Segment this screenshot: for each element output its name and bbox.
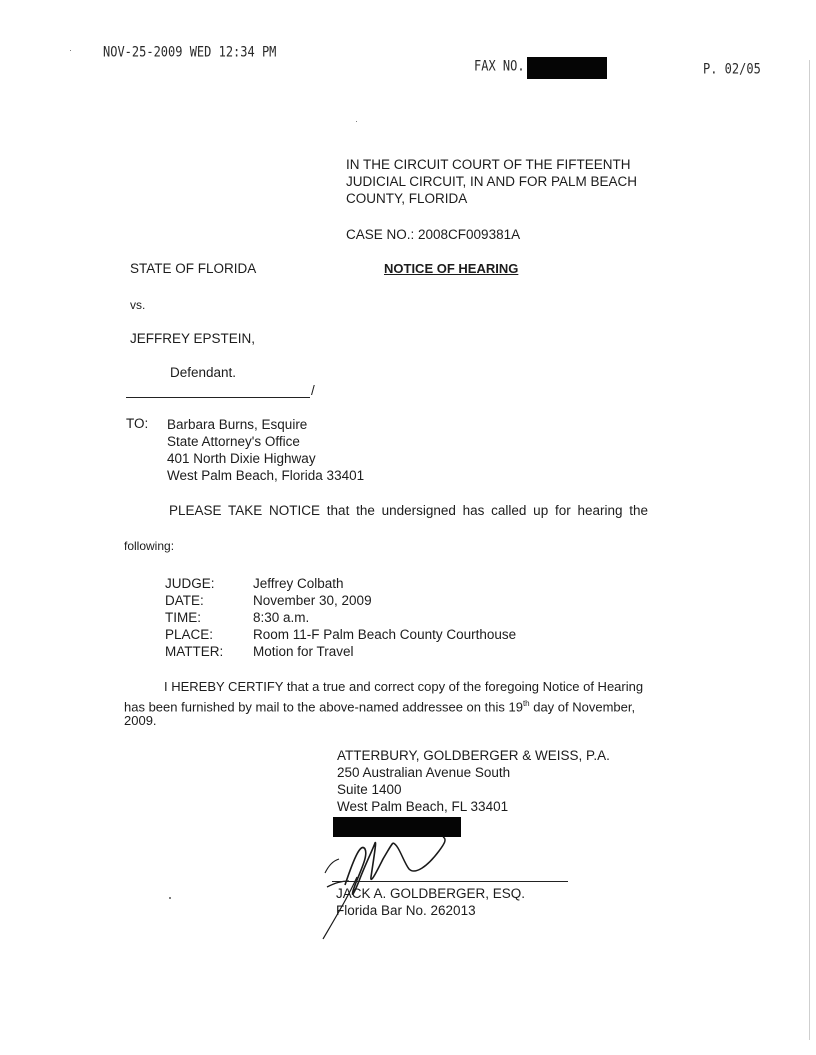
firm-address-line-1: 250 Australian Avenue South (337, 765, 511, 780)
notice-paragraph-line-2: following: (124, 539, 175, 553)
fax-number-label: FAX NO. (474, 58, 525, 75)
firm-address-line-2: Suite 1400 (337, 782, 402, 797)
time-label: TIME: (165, 610, 201, 625)
court-heading-line-2: JUDICIAL CIRCUIT, IN AND FOR PALM BEACH (346, 174, 638, 189)
addressee-line-2: State Attorney's Office (167, 434, 300, 449)
judge-value: Jeffrey Colbath (253, 576, 344, 591)
certificate-line-3: 2009. (124, 713, 157, 728)
time-value: 8:30 a.m. (253, 610, 310, 625)
certificate-line-2-start: has been furnished by mail to the above-named addressee on this 19 (124, 699, 523, 715)
firm-name: ATTERBURY, GOLDBERGER & WEISS, P.A. (337, 748, 610, 763)
plaintiff-name: STATE OF FLORIDA (130, 261, 257, 276)
place-value: Room 11-F Palm Beach County Courthouse (253, 627, 517, 642)
signature-line (332, 881, 568, 882)
certificate-day-suffix: th (522, 699, 530, 708)
court-heading-line-1: IN THE CIRCUIT COURT OF THE FIFTEENTH (346, 157, 631, 172)
scan-speck (169, 897, 171, 899)
scan-speck (70, 50, 71, 51)
fax-page-number: P. 02/05 (703, 61, 761, 78)
notice-title: NOTICE OF HEARING (384, 261, 519, 276)
addressee-line-1: Barbara Burns, Esquire (167, 417, 308, 432)
certificate-line-1: I HEREBY CERTIFY that a true and correct copy of the foregoing Notice of Hearing (164, 679, 644, 694)
notice-paragraph-line-1: PLEASE TAKE NOTICE that the undersigned has called up for hearing the (169, 503, 649, 518)
addressee-line-3: 401 North Dixie Highway (167, 451, 316, 466)
page-edge-shadow (809, 60, 810, 1040)
place-label: PLACE: (165, 627, 214, 642)
firm-address-line-3: West Palm Beach, FL 33401 (337, 799, 509, 814)
caption-signature-line (126, 397, 310, 398)
to-label: TO: (126, 416, 149, 431)
handwritten-signature (315, 815, 475, 940)
versus-label: vs. (130, 298, 146, 312)
fax-datetime: NOV-25-2009 WED 12:34 PM (103, 44, 277, 61)
date-label: DATE: (165, 593, 204, 608)
court-heading-line-3: COUNTY, FLORIDA (346, 191, 468, 206)
caption-slash: / (311, 383, 315, 398)
certificate-line-2 (124, 696, 635, 715)
matter-label: MATTER: (165, 644, 224, 659)
date-value: November 30, 2009 (253, 593, 372, 608)
defendant-name: JEFFREY EPSTEIN, (130, 331, 256, 346)
defendant-label: Defendant. (170, 365, 237, 380)
scan-speck (356, 121, 357, 122)
attorney-name: JACK A. GOLDBERGER, ESQ. (336, 886, 526, 901)
certificate-line-2-end: day of November, (529, 699, 636, 715)
case-number: CASE NO.: 2008CF009381A (346, 227, 521, 242)
fax-number-redaction (527, 57, 607, 79)
judge-label: JUDGE: (165, 576, 215, 591)
matter-value: Motion for Travel (253, 644, 354, 659)
addressee-line-4: West Palm Beach, Florida 33401 (167, 468, 365, 483)
florida-bar-number: Florida Bar No. 262013 (336, 903, 476, 918)
